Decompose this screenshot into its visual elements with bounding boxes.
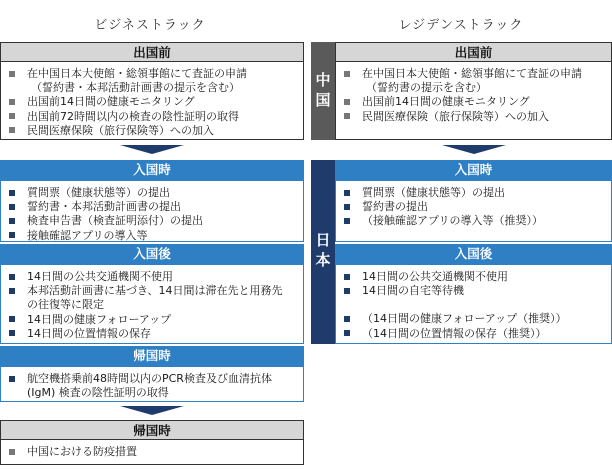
side-label-japan-text [311, 160, 335, 270]
list-item: 14日間の自宅等待機 [342, 284, 605, 298]
list-item: 航空機搭乗前48時間以内のPCR検査及び血清抗体 [7, 372, 297, 386]
list-item: 14日間の公共交通機関不使用 [342, 270, 605, 284]
business-after-box [0, 264, 304, 344]
side-label-china [311, 42, 335, 140]
list-item: 14日間の公共交通機関不使用 [7, 270, 297, 284]
business-return-box [0, 366, 304, 402]
business-return-header: 帰国時 [0, 346, 304, 366]
business-departure-header: 出国前 [0, 42, 304, 62]
list-item: 出国前14日間の健康モニタリング [7, 95, 297, 109]
business-entry-header: 入国時 [0, 160, 304, 180]
list-item: 誓約書の提出 [342, 200, 605, 214]
list-item: 出国前14日間の健康モニタリング [342, 95, 605, 109]
list-item: （14日間の位置情報の保存（推奨）） [342, 327, 605, 341]
business-after-header: 入国後 [0, 244, 304, 264]
list-item: 検査申告書（検査証明添付）の提出 [7, 214, 297, 228]
residence-after-box [335, 264, 612, 344]
list-item: 14日間の健康フォローアップ [7, 313, 297, 327]
list-item: （誓約書・本邦活動計画書の提示を含む） [31, 81, 240, 95]
side-label-japan [311, 160, 335, 344]
business-return2-header: 帰国時 [0, 420, 304, 440]
list-item: 在中国日本大使館・総領事館にて査証の申請 [7, 67, 297, 81]
list-item: の往復等に限定 [27, 298, 104, 312]
business-return2-box [0, 439, 304, 465]
list-item: 民間医療保険（旅行保険等）への加入 [342, 110, 605, 124]
residence-entry-header: 入国時 [335, 160, 612, 180]
residence-track-title: レジデンストラック [398, 18, 524, 33]
list-item: 誓約書・本邦活動計画書の提出 [7, 200, 297, 214]
business-track-title: ビジネストラック [94, 18, 206, 33]
residence-entry-box [335, 180, 612, 242]
list-item: 中国における防疫措置 [7, 445, 297, 459]
list-item: 質問票（健康状態等）の提出 [342, 186, 605, 200]
list-spacer [342, 298, 605, 312]
list-item: 質問票（健康状態等）の提出 [7, 186, 297, 200]
japan-label: 日本 [315, 231, 331, 269]
list-item: 14日間の位置情報の保存 [7, 327, 297, 341]
business-departure-box [0, 61, 304, 140]
list-item: （接触確認アプリの導入等（推奨）） [342, 214, 605, 228]
list-item: (IgM) 検査の陰性証明の取得 [27, 386, 169, 400]
list-item: 民間医療保険（旅行保険等）への加入 [7, 124, 297, 138]
list-item: 接触確認アプリの導入等 [7, 229, 297, 243]
down-arrow-icon [120, 406, 184, 415]
list-item: 在中国日本大使館・総領事館にて査証の申請 [342, 67, 605, 81]
down-arrow-icon [120, 145, 184, 154]
residence-departure-box [335, 61, 612, 140]
list-item: （誓約書の提示を含む） [366, 81, 487, 95]
list-item: 本邦活動計画書に基づき、14日間は滞在先と用務先 [7, 284, 297, 298]
list-item: 出国前72時間以内の検査の陰性証明の取得 [7, 110, 297, 124]
residence-departure-header: 出国前 [335, 42, 612, 62]
china-label: 中国 [315, 71, 331, 109]
side-label-china-text [311, 42, 335, 110]
residence-after-header: 入国後 [335, 244, 612, 264]
list-item: （14日間の健康フォローアップ（推奨）） [342, 312, 605, 326]
down-arrow-icon [442, 145, 506, 154]
business-entry-box [0, 180, 304, 242]
